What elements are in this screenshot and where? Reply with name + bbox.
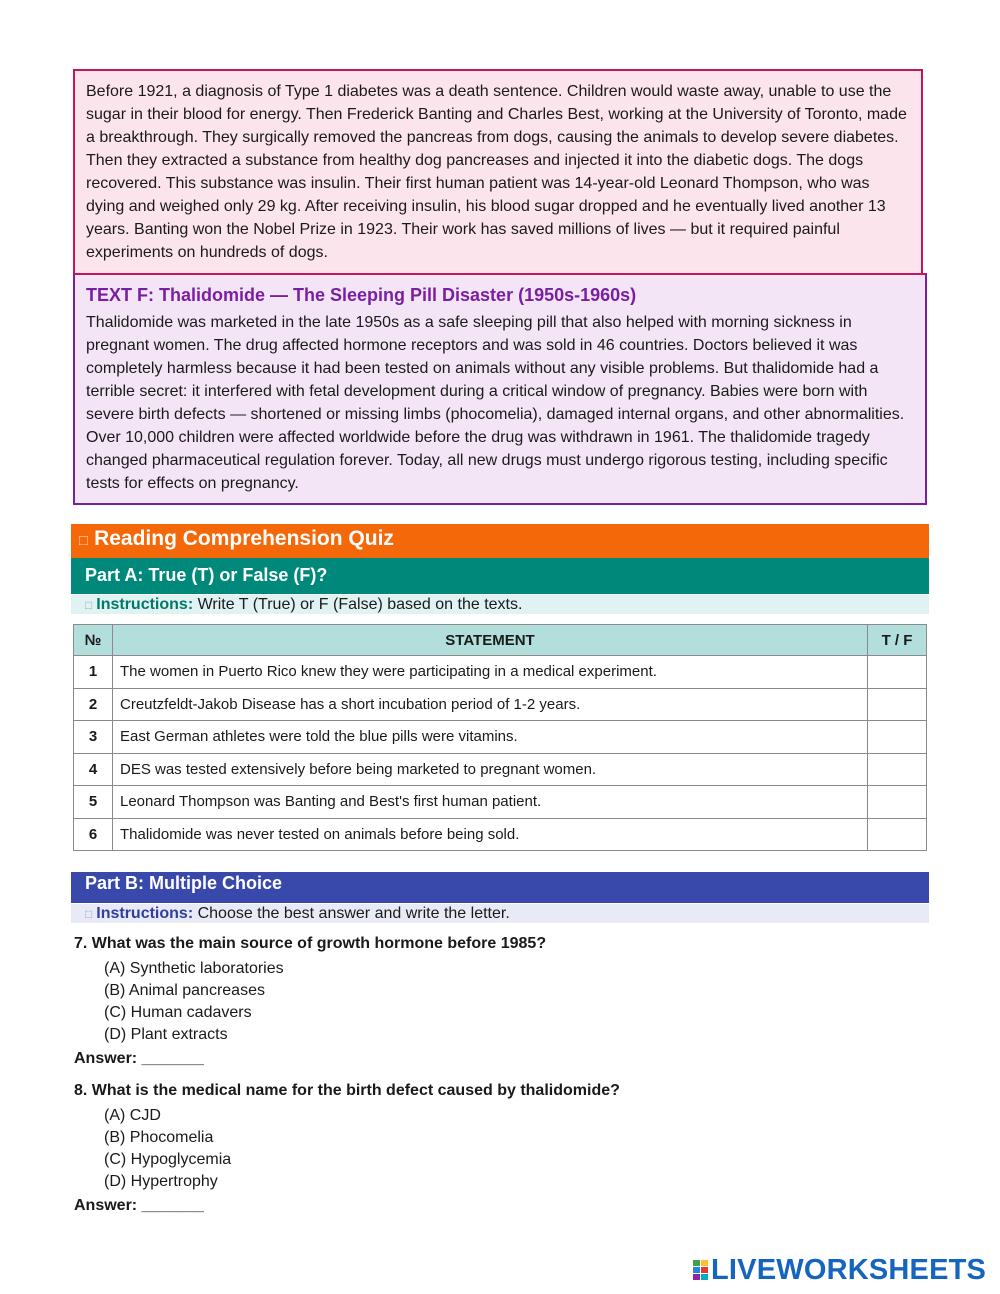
option-b: (B) Animal pancreases [104,982,265,999]
row-statement: Creutzfeldt-Jakob Disease has a short incubation period of 1-2 years. [113,688,868,721]
true-false-table [73,624,927,851]
option-a: (A) Synthetic laboratories [104,960,284,977]
logo-tile [701,1260,708,1266]
part-a-header [71,558,929,594]
logo-tile [693,1260,700,1266]
logo-tile [693,1267,700,1273]
row-statement: DES was tested extensively before being marketed to pregnant women. [113,753,868,786]
row-num: 5 [74,786,113,819]
table-row [74,818,927,851]
row-statement: Thalidomide was never tested on animals before being sold. [113,818,868,851]
quiz-banner [71,524,929,558]
instructions-text: Choose the best answer and write the letter. [193,905,510,922]
logo-tile [693,1274,700,1280]
text-e-box [73,69,923,276]
quiz-title: Reading Comprehension Quiz [94,527,394,550]
tf-answer-cell[interactable] [868,656,927,689]
row-num: 1 [74,656,113,689]
part-b-title: Part B: Multiple Choice [85,873,283,893]
row-statement: Leonard Thompson was Banting and Best's first human patient. [113,786,868,819]
table-row [74,656,927,689]
option-d: (D) Plant extracts [104,1026,228,1043]
table-row [74,753,927,786]
text-e-body: Before 1921, a diagnosis of Type 1 diabetes was a death sentence. Children would waste away, unable to use the sugar in their blood for energy. Then Frederick Banting and Charles Best, working at the University of Toronto, made a breakthrough. They surgically removed the pancreas from dogs, causing the animals to develop severe diabetes. Then they extracted a substance from healthy dog pancreases and injected it into the diabetic dogs. The dogs recovered. This substance was insulin. Their first human patient was 14-year-old Leonard Thompson, who was dying and weighed only 29 kg. After receiving insulin, his blood sugar dropped and he eventually lived another 13 years. Banting won the Nobel Prize in 1923. Their work has saved millions of lives — but it required painful experiments on hundreds of dogs. [86,83,907,261]
question-text: 7. What was the main source of growth hormone before 1985? [74,935,547,952]
header-num: № [74,625,113,656]
part-a-title: Part A: True (T) or False (F)? [85,565,328,585]
quiz-icon: □ [79,532,89,549]
instructions-label: Instructions: [96,905,194,922]
row-statement: The women in Puerto Rico knew they were participating in a medical experiment. [113,656,868,689]
liveworksheets-logo [693,1255,986,1285]
logo-tile [701,1267,708,1273]
table-row [74,721,927,754]
text-f-body: Thalidomide was marketed in the late 1950s as a safe sleeping pill that also helped with morning sickness in pregnant women. The drug affected hormone receptors and was sold in 46 countries. Doctors believed it was completely harmless because it had been tested on animals without any visible problems. But thalidomide had a terrible secret: it interfered with fetal development during a critical window of pregnancy. Babies were born with severe birth defects — shortened or missing limbs (phocomelia), damaged internal organs, and other abnormalities. Over 10,000 children were affected worldwide before the drug was withdrawn in 1961. The thalidomide tragedy changed pharmaceutical regulation forever. Today, all new drugs must undergo rigorous testing, including specific tests for effects on pregnancy. [86,314,905,492]
text-f-box [73,273,927,505]
question-7 [74,934,546,1069]
option-c: (C) Human cadavers [104,1004,252,1021]
question-text: 8. What is the medical name for the birth defect caused by thalidomide? [74,1082,620,1099]
row-num: 6 [74,818,113,851]
part-a-instructions [71,595,929,614]
answer-blank[interactable]: Answer: _______ [74,1197,204,1214]
tf-answer-cell[interactable] [868,786,927,819]
header-statement: STATEMENT [113,625,868,656]
table-header-row [74,625,927,656]
tf-answer-cell[interactable] [868,753,927,786]
header-tf: T / F [868,625,927,656]
part-b-header [71,872,929,903]
row-statement: East German athletes were told the blue pills were vitamins. [113,721,868,754]
logo-tile [701,1274,708,1280]
table-row [74,786,927,819]
text-f-title: TEXT F: Thalidomide — The Sleeping Pill Disaster (1950s-1960s) [86,285,637,305]
tf-answer-cell[interactable] [868,688,927,721]
row-num: 4 [74,753,113,786]
answer-blank[interactable]: Answer: _______ [74,1050,204,1067]
tf-answer-cell[interactable] [868,721,927,754]
option-c: (C) Hypoglycemia [104,1151,232,1168]
question-8 [74,1081,620,1216]
option-a: (A) CJD [104,1107,161,1124]
info-icon: □ [85,907,93,921]
logo-tiles-icon [693,1260,708,1280]
tf-answer-cell[interactable] [868,818,927,851]
option-b: (B) Phocomelia [104,1129,214,1146]
row-num: 3 [74,721,113,754]
option-d: (D) Hypertrophy [104,1173,218,1190]
row-num: 2 [74,688,113,721]
logo-text: LIVEWORKSHEETS [711,1254,987,1286]
instructions-label: Instructions: [96,596,194,613]
info-icon: □ [85,598,93,612]
table-row [74,688,927,721]
instructions-text: Write T (True) or F (False) based on the texts. [193,596,523,613]
part-b-instructions [71,904,929,923]
